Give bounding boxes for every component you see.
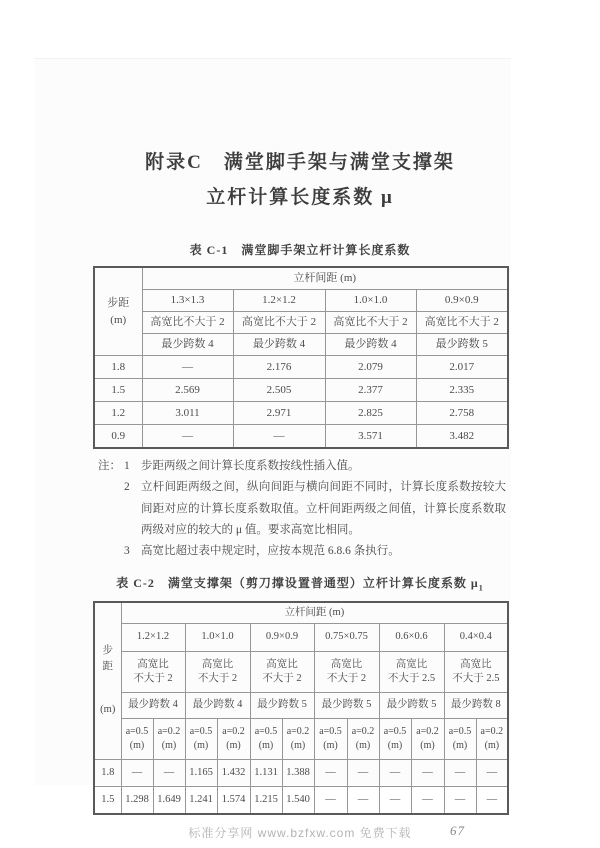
c1-spacing-cell: 1.2×1.2 xyxy=(233,290,325,312)
table-row xyxy=(94,651,508,692)
c2-group-header: 立杆间距 (m) xyxy=(121,602,508,624)
c1-value-cell: 2.758 xyxy=(416,402,508,425)
note-text: 步距两级之间计算长度系数按线性插入值。 xyxy=(141,460,360,472)
c1-value-cell: — xyxy=(233,425,325,449)
c2-step-char2: 距 xyxy=(102,661,113,673)
table-row xyxy=(94,759,508,786)
c2-a-cell: a=0.5 (m) xyxy=(185,718,217,759)
c2-spacing-cell: 0.9×0.9 xyxy=(250,623,314,651)
c2-spacing-cell: 1.0×1.0 xyxy=(185,623,250,651)
c1-minspan-cell: 最少跨数 4 xyxy=(325,334,416,356)
table-c2 xyxy=(93,601,509,815)
c1-step-label: 步距 xyxy=(107,297,130,309)
notes-block xyxy=(93,456,506,562)
c2-value-cell: 1.131 xyxy=(250,759,282,786)
c1-step-value: 0.9 xyxy=(94,425,142,449)
c1-minspan-cell: 最少跨数 5 xyxy=(416,334,508,356)
c1-minspan-cell: 最少跨数 4 xyxy=(233,334,325,356)
c1-ratio-cell: 高宽比不大于 2 xyxy=(142,312,233,334)
c2-value-cell: — xyxy=(153,759,185,786)
c1-value-cell: 2.017 xyxy=(416,356,508,379)
c2-step-header xyxy=(94,602,121,760)
table-row xyxy=(94,692,508,718)
watermark-text: 标准分享网 www.bzfxw.com 免费下载 xyxy=(188,826,412,840)
table-row xyxy=(94,402,508,425)
c2-ratio-cell: 高宽比 不大于 2.5 xyxy=(444,651,508,692)
c2-value-cell: 1.215 xyxy=(250,786,282,814)
table-row xyxy=(94,334,508,356)
c1-step-header xyxy=(94,267,142,356)
note-text: 高宽比超过表中规定时，应按本规范 6.8.6 条执行。 xyxy=(141,545,400,558)
c1-value-cell: 2.569 xyxy=(142,379,233,402)
c1-value-cell: 2.971 xyxy=(233,402,325,425)
c2-spacing-cell: 0.4×0.4 xyxy=(444,623,508,651)
c2-a-cell: a=0.2 (m) xyxy=(217,718,250,759)
c2-value-cell: — xyxy=(347,786,379,814)
c1-value-cell: — xyxy=(142,356,233,379)
c2-value-cell: 1.540 xyxy=(282,786,314,814)
c2-a-cell: a=0.5 (m) xyxy=(121,718,153,759)
note-item xyxy=(98,456,506,477)
c1-value-cell: — xyxy=(142,425,233,449)
table-c1 xyxy=(93,266,509,449)
note-item xyxy=(98,477,506,541)
c2-a-cell: a=0.5 (m) xyxy=(444,718,476,759)
c2-spacing-cell: 0.75×0.75 xyxy=(314,623,379,651)
table-row xyxy=(94,718,508,759)
c1-value-cell: 2.505 xyxy=(233,379,325,402)
c2-ratio-cell: 高宽比 不大于 2.5 xyxy=(379,651,444,692)
note-item xyxy=(98,541,506,562)
c1-ratio-cell: 高宽比不大于 2 xyxy=(416,312,508,334)
c1-step-value: 1.2 xyxy=(94,402,142,425)
c1-ratio-cell: 高宽比不大于 2 xyxy=(233,312,325,334)
c2-value-cell: 1.165 xyxy=(185,759,217,786)
page-content xyxy=(93,59,507,839)
c2-step-char1: 步 xyxy=(102,644,113,656)
c2-a-cell: a=0.2 (m) xyxy=(153,718,185,759)
note-text: 立杆间距两级之间，纵向间距与横向间距不同时，计算长度系数按较大间距对应的计算长度系数取值。立杆间距两级之间值，计算长度系数取两级对应的较大的 μ 值。要求高宽比相同。 xyxy=(141,481,506,536)
table-row xyxy=(94,425,508,449)
c2-value-cell: — xyxy=(411,759,444,786)
c1-spacing-cell: 0.9×0.9 xyxy=(416,290,508,312)
c2-ratio-cell: 高宽比 不大于 2 xyxy=(185,651,250,692)
table-c2-caption xyxy=(93,574,507,592)
c1-spacing-cell: 1.3×1.3 xyxy=(142,290,233,312)
appendix-title-line2: 立杆计算长度系数 μ xyxy=(206,187,394,208)
c1-step-unit: (m) xyxy=(110,313,127,326)
c2-value-cell: — xyxy=(314,786,347,814)
table-row xyxy=(94,623,508,651)
c2-value-cell: — xyxy=(476,786,508,814)
c2-a-cell: a=0.2 (m) xyxy=(347,718,379,759)
c2-step-value: 1.5 xyxy=(94,786,121,814)
c1-value-cell: 3.482 xyxy=(416,425,508,449)
c1-value-cell: 2.377 xyxy=(325,379,416,402)
c2-value-cell: 1.432 xyxy=(217,759,250,786)
note-number: 1 xyxy=(124,460,130,472)
table-c2-caption-text: 表 C-2 满堂支撑架（剪刀撑设置普通型）立杆计算长度系数 μ xyxy=(116,576,479,591)
table-row xyxy=(94,267,508,290)
c2-minspan-cell: 最少跨数 5 xyxy=(250,692,314,718)
table-row xyxy=(94,290,508,312)
c2-step-unit: (m) xyxy=(100,704,116,716)
table-c1-caption: 表 C-1 满堂脚手架立杆计算长度系数 xyxy=(189,243,411,257)
table-c2-caption-subscript: 1 xyxy=(478,583,484,593)
note-number: 2 xyxy=(124,481,130,494)
c1-minspan-cell: 最少跨数 4 xyxy=(142,334,233,356)
c1-step-value: 1.8 xyxy=(94,356,142,379)
c1-value-cell: 2.335 xyxy=(416,379,508,402)
c2-a-cell: a=0.5 (m) xyxy=(314,718,347,759)
c2-minspan-cell: 最少跨数 8 xyxy=(444,692,508,718)
c2-value-cell: 1.241 xyxy=(185,786,217,814)
c2-value-cell: — xyxy=(444,786,476,814)
c2-value-cell: — xyxy=(444,759,476,786)
note-tag: 注： xyxy=(98,460,121,472)
appendix-title xyxy=(93,145,507,215)
c2-value-cell: — xyxy=(379,759,411,786)
c2-minspan-cell: 最少跨数 4 xyxy=(121,692,185,718)
c2-value-cell: — xyxy=(121,759,153,786)
c2-a-cell: a=0.5 (m) xyxy=(250,718,282,759)
c2-a-cell: a=0.5 (m) xyxy=(379,718,411,759)
c2-value-cell: — xyxy=(347,759,379,786)
c1-value-cell: 2.825 xyxy=(325,402,416,425)
page-number: 67 xyxy=(450,822,465,838)
c1-group-header: 立杆间距 (m) xyxy=(142,267,508,290)
c2-step-value: 1.8 xyxy=(94,759,121,786)
c2-a-cell: a=0.2 (m) xyxy=(282,718,314,759)
c2-value-cell: 1.298 xyxy=(121,786,153,814)
c2-value-cell: — xyxy=(379,786,411,814)
c2-ratio-cell: 高宽比 不大于 2 xyxy=(250,651,314,692)
c2-spacing-cell: 0.6×0.6 xyxy=(379,623,444,651)
c2-value-cell: — xyxy=(411,786,444,814)
c2-value-cell: 1.649 xyxy=(153,786,185,814)
c2-value-cell: 1.574 xyxy=(217,786,250,814)
c2-spacing-cell: 1.2×1.2 xyxy=(121,623,185,651)
c2-value-cell: — xyxy=(476,759,508,786)
c2-minspan-cell: 最少跨数 5 xyxy=(379,692,444,718)
c2-ratio-cell: 高宽比 不大于 2 xyxy=(121,651,185,692)
c2-a-cell: a=0.2 (m) xyxy=(476,718,508,759)
c2-value-cell: — xyxy=(314,759,347,786)
table-row xyxy=(94,312,508,334)
c2-minspan-cell: 最少跨数 4 xyxy=(185,692,250,718)
c1-ratio-cell: 高宽比不大于 2 xyxy=(325,312,416,334)
appendix-title-line1: 附录C 满堂脚手架与满堂支撑架 xyxy=(145,152,455,173)
c2-ratio-cell: 高宽比 不大于 2 xyxy=(314,651,379,692)
note-number: 3 xyxy=(124,545,130,558)
c1-value-cell: 3.011 xyxy=(142,402,233,425)
c1-value-cell: 2.079 xyxy=(325,356,416,379)
c2-a-cell: a=0.2 (m) xyxy=(411,718,444,759)
c1-value-cell: 2.176 xyxy=(233,356,325,379)
table-row xyxy=(94,602,508,624)
c1-step-value: 1.5 xyxy=(94,379,142,402)
c2-value-cell: 1.388 xyxy=(282,759,314,786)
c1-value-cell: 3.571 xyxy=(325,425,416,449)
table-row xyxy=(94,379,508,402)
table-row xyxy=(94,356,508,379)
c1-spacing-cell: 1.0×1.0 xyxy=(325,290,416,312)
c2-minspan-cell: 最少跨数 5 xyxy=(314,692,379,718)
table-row xyxy=(94,786,508,814)
